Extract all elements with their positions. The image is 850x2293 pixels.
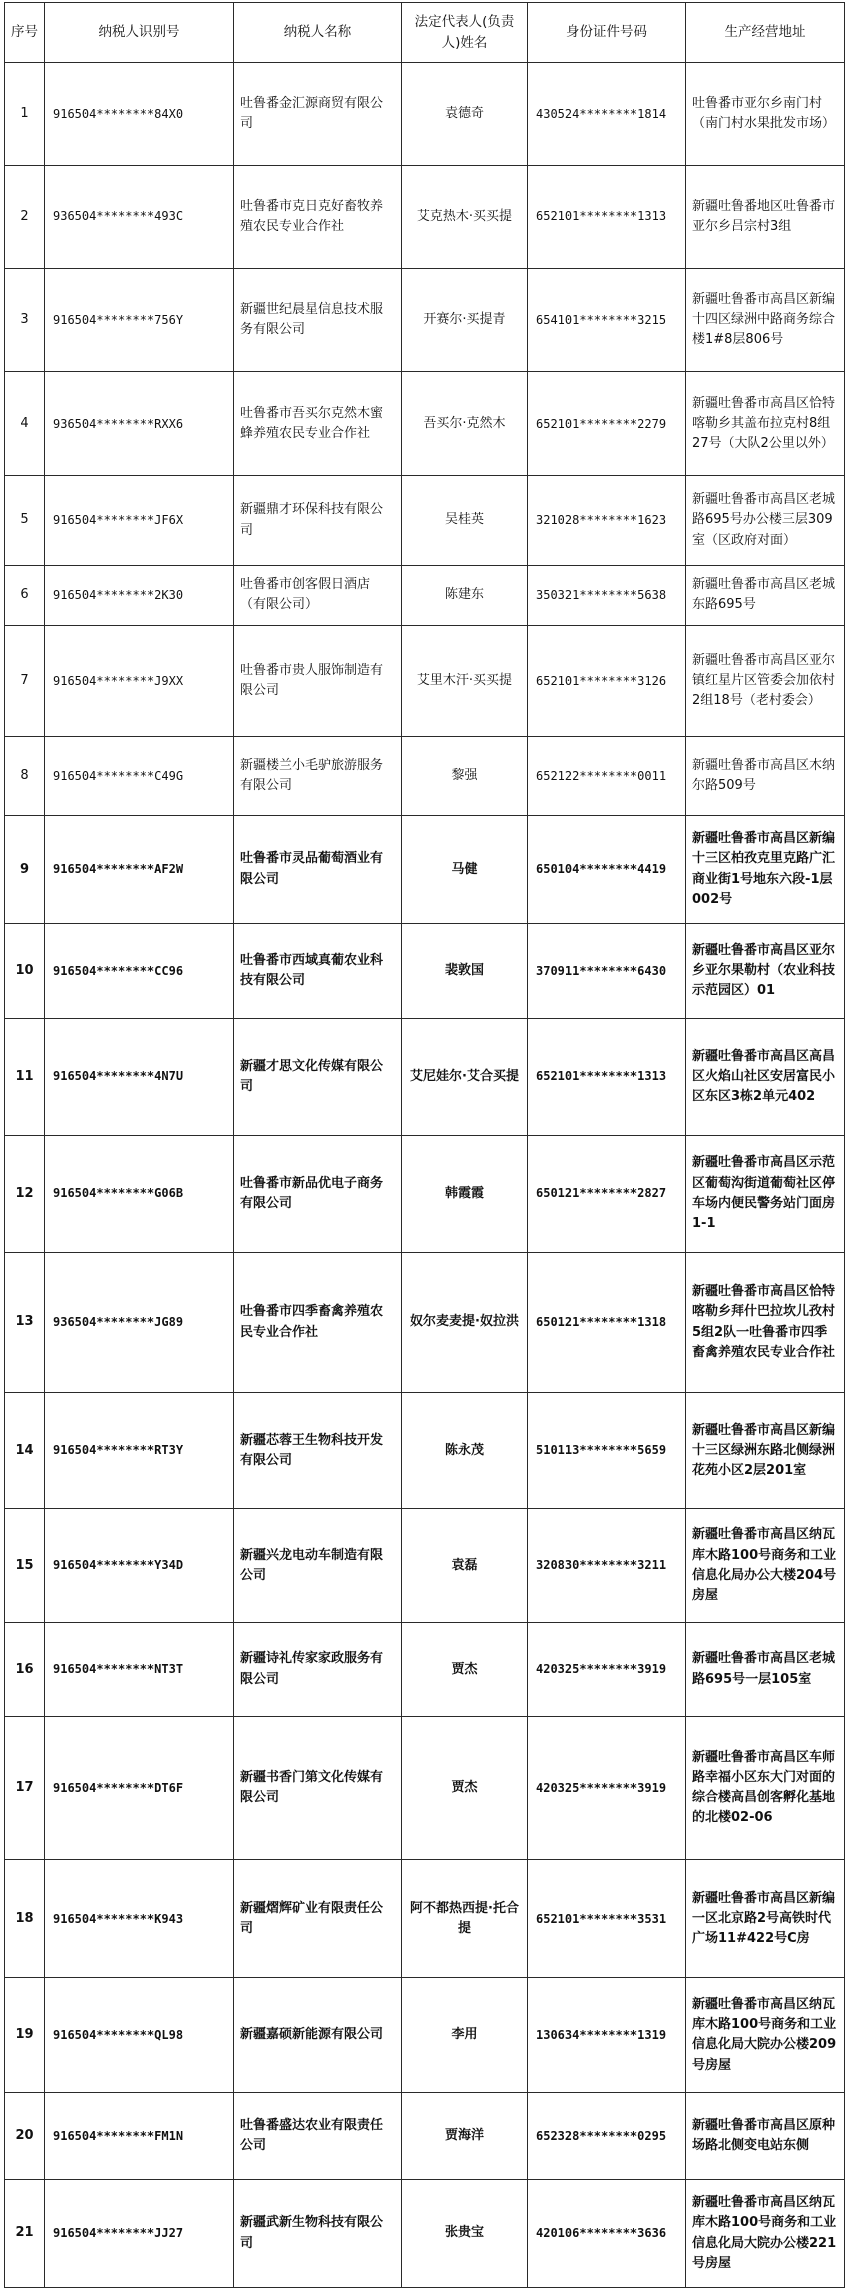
table-row <box>5 2093 845 2180</box>
taxpayer-id: 916504********DT6F <box>45 1716 234 1860</box>
taxpayer-name: 吐鲁番市吾买尔克然木蜜蜂养殖农民专业合作社 <box>234 372 402 476</box>
id-number: 420106********3636 <box>528 2180 686 2288</box>
taxpayer-id: 916504********JJ27 <box>45 2180 234 2288</box>
address: 新疆吐鲁番市高昌区纳瓦库木路100号商务和工业信息化局大院办公楼209号房屋 <box>686 1978 845 2093</box>
legal-rep: 陈永茂 <box>402 1393 528 1509</box>
row-index: 1 <box>5 63 45 166</box>
legal-rep: 黎强 <box>402 736 528 815</box>
address: 新疆吐鲁番市高昌区恰特喀勒乡其盖布拉克村8组27号（大队2公里以外） <box>686 372 845 476</box>
row-index: 5 <box>5 476 45 566</box>
table-row <box>5 1623 845 1717</box>
table-row <box>5 372 845 476</box>
taxpayer-id: 916504********4N7U <box>45 1018 234 1135</box>
id-number: 652101********3126 <box>528 625 686 736</box>
taxpayer-name: 新疆诗礼传家家政服务有限公司 <box>234 1623 402 1717</box>
taxpayer-name: 吐鲁番盛达农业有限责任公司 <box>234 2093 402 2180</box>
row-index: 14 <box>5 1393 45 1509</box>
row-index: 18 <box>5 1860 45 1978</box>
row-index: 11 <box>5 1018 45 1135</box>
id-number: 652101********3531 <box>528 1860 686 1978</box>
legal-rep: 吴桂英 <box>402 476 528 566</box>
id-number: 652101********1313 <box>528 1018 686 1135</box>
legal-rep: 韩霞霞 <box>402 1135 528 1252</box>
row-index: 12 <box>5 1135 45 1252</box>
legal-rep: 陈建东 <box>402 565 528 625</box>
table-row <box>5 1393 845 1509</box>
taxpayer-id: 916504********AF2W <box>45 816 234 924</box>
id-number: 370911********6430 <box>528 924 686 1019</box>
taxpayer-id: 936504********RXX6 <box>45 372 234 476</box>
taxpayer-name: 新疆鼎才环保科技有限公司 <box>234 476 402 566</box>
row-index: 21 <box>5 2180 45 2288</box>
taxpayer-id: 916504********JF6X <box>45 476 234 566</box>
id-number: 420325********3919 <box>528 1716 686 1860</box>
row-index: 13 <box>5 1252 45 1392</box>
address: 新疆吐鲁番市高昌区纳瓦库木路100号商务和工业信息化局办公大楼204号房屋 <box>686 1509 845 1623</box>
address: 新疆吐鲁番市高昌区新编十三区绿洲东路北侧绿洲花苑小区2层201室 <box>686 1393 845 1509</box>
taxpayer-name: 新疆书香门第文化传媒有限公司 <box>234 1716 402 1860</box>
row-index: 16 <box>5 1623 45 1717</box>
id-number: 130634********1319 <box>528 1978 686 2093</box>
taxpayer-name: 新疆世纪晨星信息技术服务有限公司 <box>234 268 402 372</box>
table-row <box>5 924 845 1019</box>
taxpayer-id: 916504********NT3T <box>45 1623 234 1717</box>
taxpayer-name: 吐鲁番市新品优电子商务有限公司 <box>234 1135 402 1252</box>
legal-rep: 阿不都热西提·托合提 <box>402 1860 528 1978</box>
taxpayer-name: 新疆兴龙电动车制造有限公司 <box>234 1509 402 1623</box>
id-number: 652101********2279 <box>528 372 686 476</box>
id-number: 650121********1318 <box>528 1252 686 1392</box>
taxpayer-id: 916504********Y34D <box>45 1509 234 1623</box>
address: 新疆吐鲁番市高昌区原种场路北侧变电站东侧 <box>686 2093 845 2180</box>
address: 吐鲁番市亚尔乡南门村（南门村水果批发市场） <box>686 63 845 166</box>
row-index: 3 <box>5 268 45 372</box>
table-row <box>5 476 845 566</box>
table-row <box>5 2180 845 2288</box>
address: 新疆吐鲁番市高昌区新编十四区绿洲中路商务综合楼1#8层806号 <box>686 268 845 372</box>
id-number: 652328********0295 <box>528 2093 686 2180</box>
row-index: 6 <box>5 565 45 625</box>
id-number: 420325********3919 <box>528 1623 686 1717</box>
taxpayer-id: 916504********CC96 <box>45 924 234 1019</box>
header-row <box>5 3 845 63</box>
legal-rep: 李用 <box>402 1978 528 2093</box>
table-row <box>5 1252 845 1392</box>
id-number: 650121********2827 <box>528 1135 686 1252</box>
address: 新疆吐鲁番地区吐鲁番市亚尔乡吕宗村3组 <box>686 165 845 268</box>
taxpayer-name: 吐鲁番市灵品葡萄酒业有限公司 <box>234 816 402 924</box>
taxpayer-name: 吐鲁番市克日克好畜牧养殖农民专业合作社 <box>234 165 402 268</box>
id-number: 350321********5638 <box>528 565 686 625</box>
taxpayer-name: 新疆嘉硕新能源有限公司 <box>234 1978 402 2093</box>
table-row <box>5 1135 845 1252</box>
table-row <box>5 165 845 268</box>
legal-rep: 袁磊 <box>402 1509 528 1623</box>
header-address: 生产经营地址 <box>686 3 845 63</box>
legal-rep: 袁德奇 <box>402 63 528 166</box>
taxpayer-name: 吐鲁番市贵人服饰制造有限公司 <box>234 625 402 736</box>
taxpayer-id: 916504********FM1N <box>45 2093 234 2180</box>
table-body <box>5 63 845 2288</box>
address: 新疆吐鲁番市高昌区老城路695号办公楼三层309室（区政府对面） <box>686 476 845 566</box>
header-taxpayer-name: 纳税人名称 <box>234 3 402 63</box>
address: 新疆吐鲁番市高昌区示范区葡萄沟街道葡萄社区停车场内便民警务站门面房1-1 <box>686 1135 845 1252</box>
table-row <box>5 1018 845 1135</box>
table-row <box>5 1860 845 1978</box>
legal-rep: 艾里木汗·买买提 <box>402 625 528 736</box>
header-taxpayer-id: 纳税人识别号 <box>45 3 234 63</box>
header-index: 序号 <box>5 3 45 63</box>
table-row <box>5 816 845 924</box>
table-row <box>5 1716 845 1860</box>
table-row <box>5 625 845 736</box>
row-index: 15 <box>5 1509 45 1623</box>
address: 新疆吐鲁番市高昌区老城东路695号 <box>686 565 845 625</box>
row-index: 20 <box>5 2093 45 2180</box>
id-number: 652122********0011 <box>528 736 686 815</box>
address: 新疆吐鲁番市高昌区恰特喀勒乡拜什巴拉坎儿孜村5组2队一吐鲁番市四季畜禽养殖农民专业合作社 <box>686 1252 845 1392</box>
header-id-number: 身份证件号码 <box>528 3 686 63</box>
taxpayer-id: 916504********756Y <box>45 268 234 372</box>
id-number: 650104********4419 <box>528 816 686 924</box>
row-index: 19 <box>5 1978 45 2093</box>
legal-rep: 贾海洋 <box>402 2093 528 2180</box>
taxpayer-name: 新疆芯蓉王生物科技开发有限公司 <box>234 1393 402 1509</box>
row-index: 8 <box>5 736 45 815</box>
id-number: 320830********3211 <box>528 1509 686 1623</box>
taxpayer-name: 新疆熠辉矿业有限责任公司 <box>234 1860 402 1978</box>
taxpayer-id: 916504********K943 <box>45 1860 234 1978</box>
row-index: 4 <box>5 372 45 476</box>
row-index: 10 <box>5 924 45 1019</box>
taxpayer-id: 916504********2K30 <box>45 565 234 625</box>
taxpayer-name: 新疆楼兰小毛驴旅游服务有限公司 <box>234 736 402 815</box>
address: 新疆吐鲁番市高昌区老城路695号一层105室 <box>686 1623 845 1717</box>
row-index: 17 <box>5 1716 45 1860</box>
address: 新疆吐鲁番市高昌区木纳尔路509号 <box>686 736 845 815</box>
taxpayer-id: 916504********C49G <box>45 736 234 815</box>
table-row <box>5 736 845 815</box>
address: 新疆吐鲁番市高昌区新编十三区柏孜克里克路广汇商业街1号地东六段-1层002号 <box>686 816 845 924</box>
id-number: 654101********3215 <box>528 268 686 372</box>
taxpayer-id: 916504********J9XX <box>45 625 234 736</box>
taxpayer-id: 916504********G06B <box>45 1135 234 1252</box>
legal-rep: 奴尔麦麦提·奴拉洪 <box>402 1252 528 1392</box>
id-number: 510113********5659 <box>528 1393 686 1509</box>
address: 新疆吐鲁番市高昌区亚尔镇红星片区管委会加依村2组18号（老村委会） <box>686 625 845 736</box>
legal-rep: 艾克热木·买买提 <box>402 165 528 268</box>
table-row <box>5 1509 845 1623</box>
taxpayer-id: 936504********JG89 <box>45 1252 234 1392</box>
table-row <box>5 565 845 625</box>
taxpayer-name: 新疆武新生物科技有限公司 <box>234 2180 402 2288</box>
legal-rep: 吾买尔·克然木 <box>402 372 528 476</box>
id-number: 652101********1313 <box>528 165 686 268</box>
header-legal-rep: 法定代表人(负责人)姓名 <box>402 3 528 63</box>
legal-rep: 开赛尔·买提青 <box>402 268 528 372</box>
taxpayer-name: 吐鲁番市创客假日酒店（有限公司） <box>234 565 402 625</box>
legal-rep: 艾尼娃尔·艾合买提 <box>402 1018 528 1135</box>
id-number: 321028********1623 <box>528 476 686 566</box>
address: 新疆吐鲁番市高昌区纳瓦库木路100号商务和工业信息化局大院办公楼221号房屋 <box>686 2180 845 2288</box>
id-number: 430524********1814 <box>528 63 686 166</box>
row-index: 2 <box>5 165 45 268</box>
taxpayer-name: 吐鲁番金汇源商贸有限公司 <box>234 63 402 166</box>
table-row <box>5 1978 845 2093</box>
taxpayer-name: 新疆才思文化传媒有限公司 <box>234 1018 402 1135</box>
taxpayer-table <box>4 2 845 2288</box>
taxpayer-id: 916504********84X0 <box>45 63 234 166</box>
address: 新疆吐鲁番市高昌区亚尔乡亚尔果勒村（农业科技示范园区）01 <box>686 924 845 1019</box>
legal-rep: 张贵宝 <box>402 2180 528 2288</box>
legal-rep: 贾杰 <box>402 1623 528 1717</box>
taxpayer-id: 936504********493C <box>45 165 234 268</box>
address: 新疆吐鲁番市高昌区车师路幸福小区东大门对面的综合楼高昌创客孵化基地的北楼02-06 <box>686 1716 845 1860</box>
table-row <box>5 63 845 166</box>
row-index: 7 <box>5 625 45 736</box>
legal-rep: 马健 <box>402 816 528 924</box>
legal-rep: 裴敦国 <box>402 924 528 1019</box>
legal-rep: 贾杰 <box>402 1716 528 1860</box>
table-row <box>5 268 845 372</box>
address: 新疆吐鲁番市高昌区高昌区火焰山社区安居富民小区东区3栋2单元402 <box>686 1018 845 1135</box>
taxpayer-id: 916504********RT3Y <box>45 1393 234 1509</box>
row-index: 9 <box>5 816 45 924</box>
address: 新疆吐鲁番市高昌区新编一区北京路2号高铁时代广场11#422号C房 <box>686 1860 845 1978</box>
taxpayer-name: 吐鲁番市四季畜禽养殖农民专业合作社 <box>234 1252 402 1392</box>
taxpayer-name: 吐鲁番市西域真葡农业科技有限公司 <box>234 924 402 1019</box>
taxpayer-id: 916504********QL98 <box>45 1978 234 2093</box>
